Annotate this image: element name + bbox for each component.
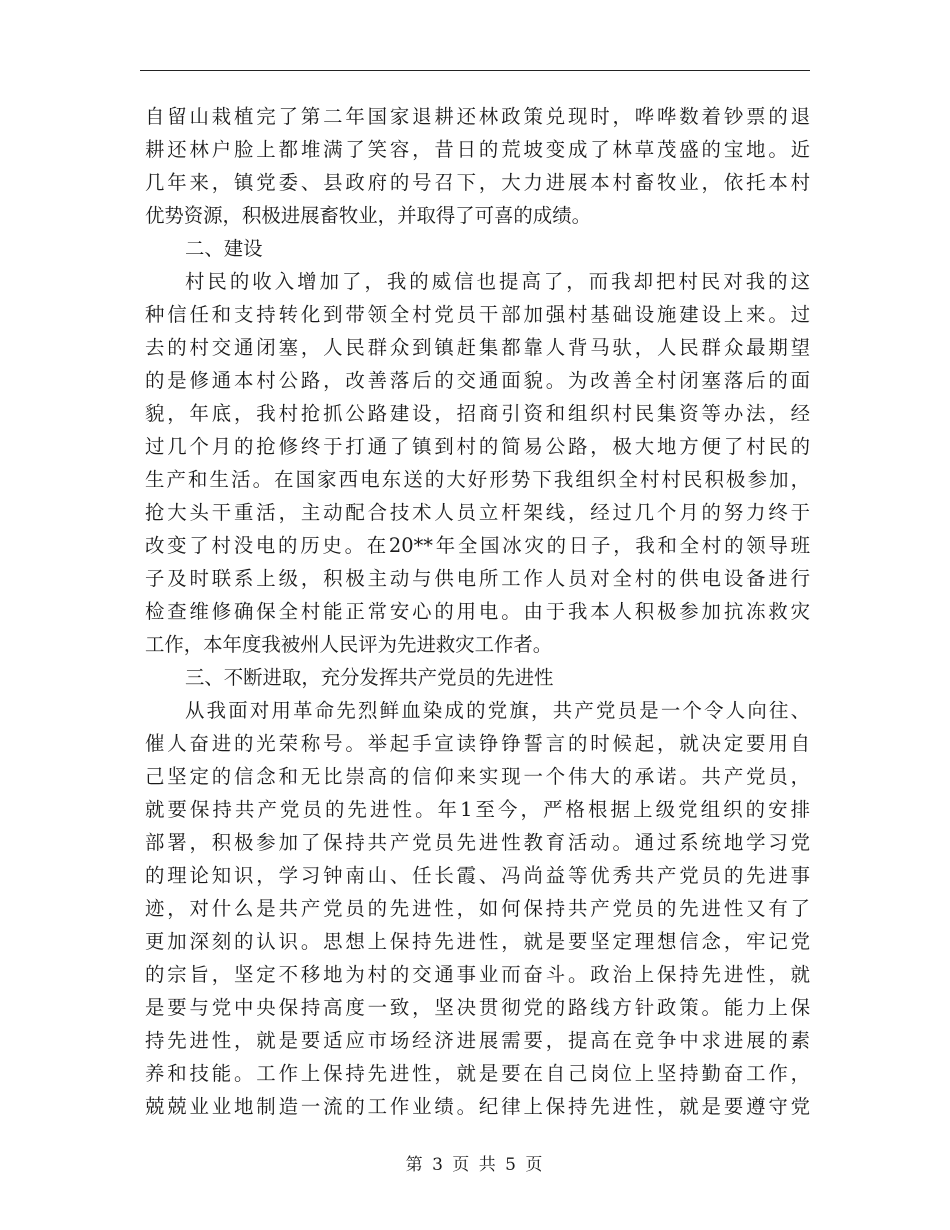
text-line: 自留山栽植完了第二年国家退耕还林政策兑现时，哗哗数着钞票的退 <box>145 105 810 128</box>
text-line: 检查维修确保全村能正常安心的用电。由于我本人积极参加抗冻救灾 <box>145 600 810 623</box>
paragraph <box>145 694 810 1123</box>
text-line: 过几个月的抢修终于打通了镇到村的简易公路，极大地方便了村民的 <box>145 435 810 458</box>
text-line: 就要保持共产党员的先进性。年1至今，严格根据上级党组织的安排 <box>145 798 810 821</box>
section-heading <box>145 661 810 694</box>
paragraph <box>145 265 810 661</box>
text-line: 迹，对什么是共产党员的先进性，如何保持共产党员的先进性又有了 <box>145 897 810 920</box>
text-line: 工作，本年度我被州人民评为先进救灾工作者。 <box>145 633 553 656</box>
text-line: 养和技能。工作上保持先进性，就是要在自己岗位上坚持勤奋工作， <box>145 1062 810 1085</box>
text-line: 貌，年底，我村抢抓公路建设，招商引资和组织村民集资等办法，经 <box>145 402 810 425</box>
text-line: 抢大头干重活，主动配合技术人员立杆架线，经过几个月的努力终于 <box>145 501 810 524</box>
text-line: 的是修通本村公路，改善落后的交通面貌。为改善全村闭塞落后的面 <box>145 369 810 392</box>
text-line: 催人奋进的光荣称号。举起手宣读铮铮誓言的时候起，就决定要用自 <box>145 732 810 755</box>
document-body <box>145 100 810 1123</box>
section-heading <box>145 232 810 265</box>
text-line: 从我面对用革命先烈鲜血染成的党旗，共产党员是一个令人向往、 <box>185 699 810 722</box>
text-line: 是要与党中央保持高度一致，坚决贯彻党的路线方针政策。能力上保 <box>145 996 810 1019</box>
text-line: 二、建设 <box>185 237 263 260</box>
text-line: 持先进性，就是要适应市场经济进展需要，提高在竞争中求进展的素 <box>145 1029 810 1052</box>
text-line: 兢兢业业地制造一流的工作业绩。纪律上保持先进性，就是要遵守党 <box>145 1095 810 1118</box>
text-line: 耕还林户脸上都堆满了笑容，昔日的荒坡变成了林草茂盛的宝地。近 <box>145 138 810 161</box>
text-line: 优势资源，积极进展畜牧业，并取得了可喜的成绩。 <box>145 204 591 227</box>
header-rule <box>140 70 810 71</box>
text-line: 几年来，镇党委、县政府的号召下，大力进展本村畜牧业，依托本村 <box>145 171 810 194</box>
text-line: 的宗旨，坚定不移地为村的交通事业而奋斗。政治上保持先进性，就 <box>145 963 810 986</box>
page-number-footer: 第 3 页 共 5 页 <box>405 1155 545 1175</box>
text-line: 更加深刻的认识。思想上保持先进性，就是要坚定理想信念，牢记党 <box>145 930 810 953</box>
text-line: 子及时联系上级，积极主动与供电所工作人员对全村的供电设备进行 <box>145 567 810 590</box>
text-line: 三、不断进取，充分发挥共产党员的先进性 <box>185 666 554 689</box>
text-line: 生产和生活。在国家西电东送的大好形势下我组织全村村民积极参加， <box>145 468 810 491</box>
text-line: 部署，积极参加了保持共产党员先进性教育活动。通过系统地学习党 <box>145 831 810 854</box>
text-line: 去的村交通闭塞，人民群众到镇赶集都靠人背马驮，人民群众最期望 <box>145 336 810 359</box>
text-line: 村民的收入增加了，我的威信也提高了，而我却把村民对我的这 <box>185 270 810 293</box>
text-line: 改变了村没电的历史。在20**年全国冰灾的日子，我和全村的领导班 <box>145 534 810 557</box>
text-line: 的理论知识，学习钟南山、任长霞、冯尚益等优秀共产党员的先进事 <box>145 864 810 887</box>
text-line: 己坚定的信念和无比崇高的信仰来实现一个伟大的承诺。共产党员， <box>145 765 810 788</box>
text-line: 种信任和支持转化到带领全村党员干部加强村基础设施建设上来。过 <box>145 303 810 326</box>
paragraph <box>145 100 810 232</box>
